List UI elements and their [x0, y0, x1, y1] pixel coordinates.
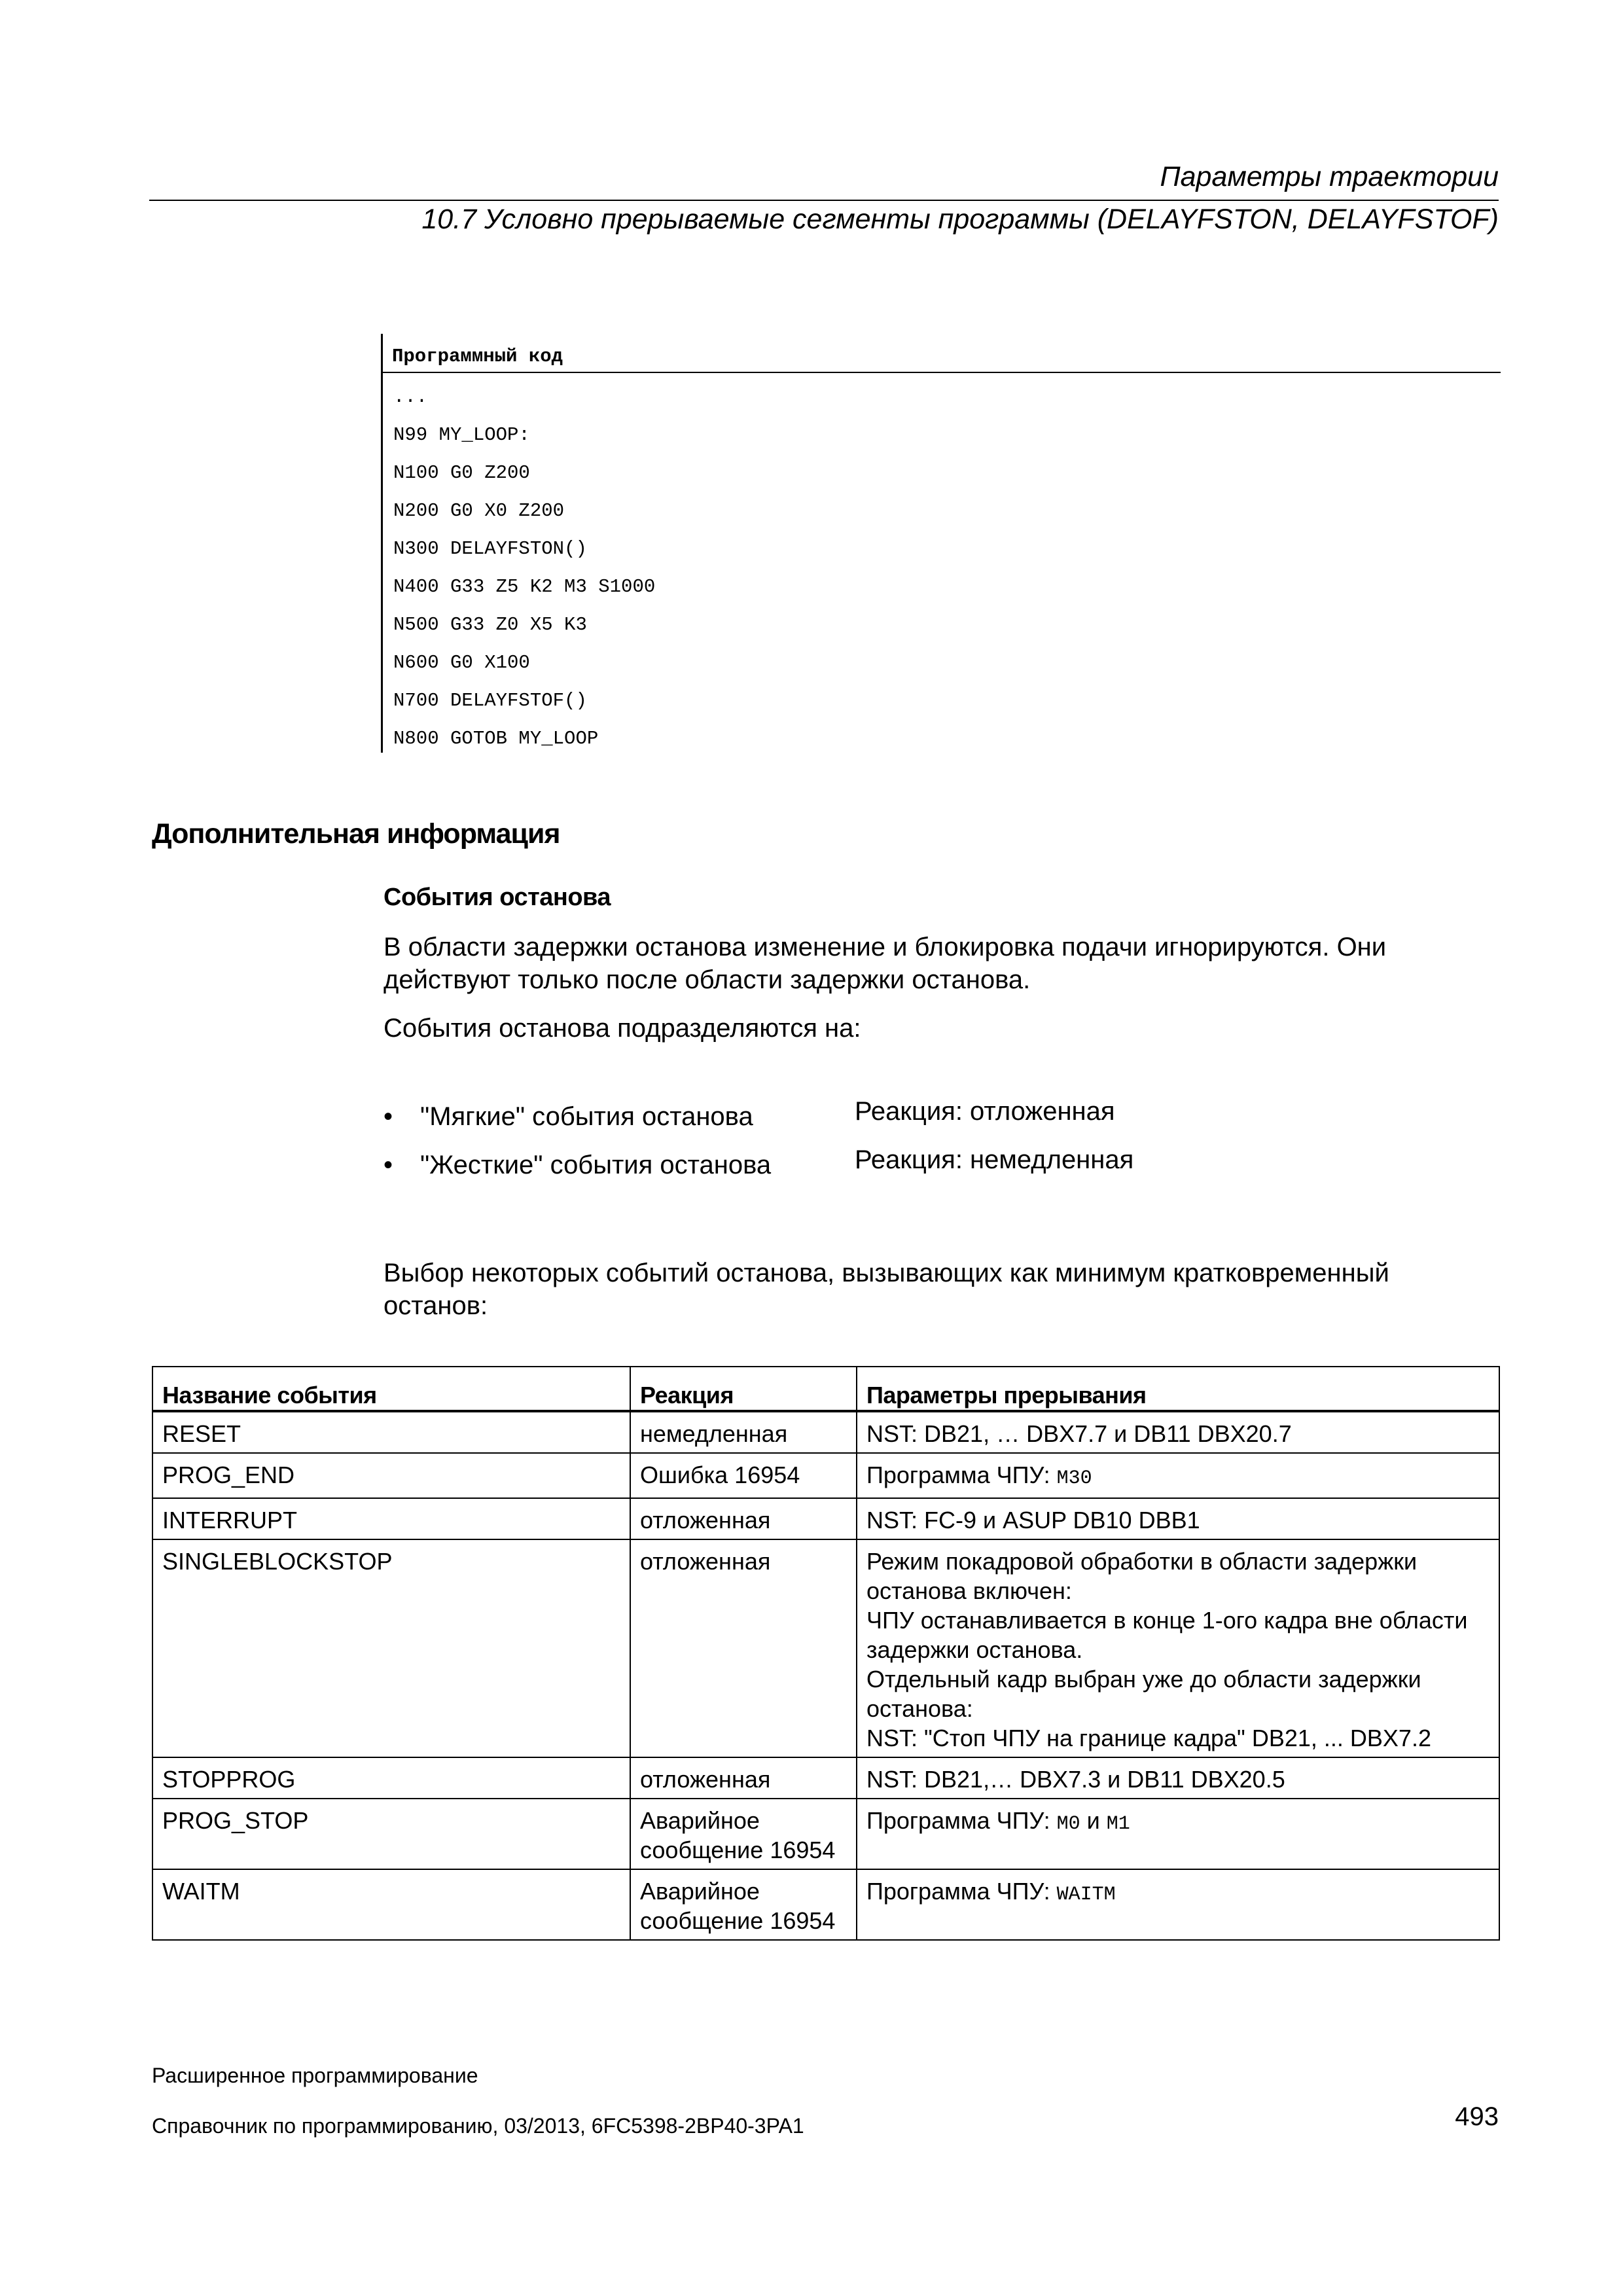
code-line: N300 DELAYFSTON() [393, 538, 587, 560]
params-text: Программа ЧПУ: [866, 1462, 1057, 1488]
cell-event: PROG_END [152, 1453, 630, 1498]
table-row [152, 1498, 1499, 1539]
header-rule [149, 200, 1499, 201]
cell-reaction: немедленная [630, 1411, 857, 1453]
params-code: M0 [1056, 1813, 1080, 1835]
cell-event: STOPPROG [152, 1757, 630, 1799]
params-line: Режим покадровой обработки в области задержки останова включен: [866, 1548, 1418, 1604]
subsection-heading: События останова [383, 884, 611, 911]
table-row [152, 1799, 1499, 1869]
column-header-event: Название события [152, 1367, 630, 1411]
table-row [152, 1869, 1499, 1940]
cell-reaction: отложенная [630, 1498, 857, 1539]
cell-event: PROG_STOP [152, 1799, 630, 1869]
cell-event: WAITM [152, 1869, 630, 1940]
cell-params [857, 1453, 1499, 1498]
cell-reaction: отложенная [630, 1757, 857, 1799]
cell-params [857, 1539, 1499, 1757]
footer-book-title: Расширенное программирование [152, 2064, 478, 2087]
table-row [152, 1411, 1499, 1453]
bullet-text: "Жесткие" события останова [420, 1151, 772, 1179]
cell-reaction: Аварийное сообщение 16954 [630, 1799, 857, 1869]
params-code: M30 [1056, 1467, 1092, 1490]
table-row [152, 1453, 1499, 1498]
running-header-title: Параметры траектории [1160, 161, 1499, 192]
table-row [152, 1757, 1499, 1799]
params-code: WAITM [1056, 1884, 1116, 1906]
paragraph-stop-types: События останова подразделяются на: [383, 1014, 861, 1043]
params-code: M1 [1106, 1813, 1130, 1835]
footer-book-edition: Справочник по программированию, 03/2013, 6FC5398-2BP40-3PA1 [152, 2114, 804, 2138]
paragraph-stop-area: В области задержки останова изменение и блокировка подачи игнорируются. Они действуют только после области задержки останова. [383, 933, 1387, 994]
params-text: Программа ЧПУ: [866, 1807, 1057, 1834]
cell-params [857, 1869, 1499, 1940]
cell-params: NST: FC-9 и ASUP DB10 DBB1 [857, 1498, 1499, 1539]
code-line: ... [393, 386, 428, 408]
code-line: N100 G0 Z200 [393, 462, 530, 484]
cell-params: NST: DB21,… DBX7.3 и DB11 DBX20.5 [857, 1757, 1499, 1799]
column-header-params: Параметры прерывания [857, 1367, 1499, 1411]
params-text: Программа ЧПУ: [866, 1878, 1057, 1905]
cell-event: RESET [152, 1411, 630, 1453]
cell-params [857, 1799, 1499, 1869]
bullet-reaction: Реакция: отложенная [855, 1097, 1115, 1126]
params-line: Отдельный кадр выбран уже до области задержки останова: [866, 1666, 1421, 1722]
stop-events-table [152, 1366, 1500, 1941]
code-line: N700 DELAYFSTOF() [393, 690, 587, 711]
cell-event: SINGLEBLOCKSTOP [152, 1539, 630, 1757]
code-line: N99 MY_LOOP: [393, 424, 530, 446]
table-header-row [152, 1367, 1499, 1411]
code-line: N800 GOTOB MY_LOOP [393, 728, 599, 749]
page-number: 493 [1455, 2102, 1499, 2131]
cell-params: NST: DB21, … DBX7.7 и DB11 DBX20.7 [857, 1411, 1499, 1453]
code-listing [381, 334, 1501, 753]
bullet-dot: • [383, 1102, 393, 1131]
cell-event: INTERRUPT [152, 1498, 630, 1539]
params-line: ЧПУ останавливается в конце 1-ого кадра вне области задержки останова. [866, 1607, 1468, 1663]
code-line: N400 G33 Z5 K2 M3 S1000 [393, 576, 656, 598]
code-line: N600 G0 X100 [393, 652, 530, 673]
code-line: N500 G33 Z0 X5 K3 [393, 614, 587, 636]
code-line: N200 G0 X0 Z200 [393, 500, 565, 522]
code-heading-rule [383, 372, 1501, 373]
code-heading: Программный код [392, 346, 563, 367]
cell-reaction: Ошибка 16954 [630, 1453, 857, 1498]
cell-reaction: отложенная [630, 1539, 857, 1757]
bullet-dot: • [383, 1151, 393, 1179]
paragraph-table-intro: Выбор некоторых событий останова, вызывающих как минимум кратковременный останов: [383, 1259, 1389, 1320]
params-line: NST: "Стоп ЧПУ на границе кадра" DB21, ... DBX7.2 [866, 1725, 1431, 1751]
running-header-subtitle: 10.7 Условно прерываемые сегменты программы (DELAYFSTON, DELAYFSTOF) [421, 204, 1499, 235]
params-text: и [1080, 1807, 1107, 1834]
table-row [152, 1539, 1499, 1757]
cell-reaction: Аварийное сообщение 16954 [630, 1869, 857, 1940]
bullet-reaction: Реакция: немедленная [855, 1145, 1134, 1174]
section-heading: Дополнительная информация [152, 818, 560, 850]
bullet-text: "Мягкие" события останова [420, 1102, 753, 1131]
column-header-reaction: Реакция [630, 1367, 857, 1411]
